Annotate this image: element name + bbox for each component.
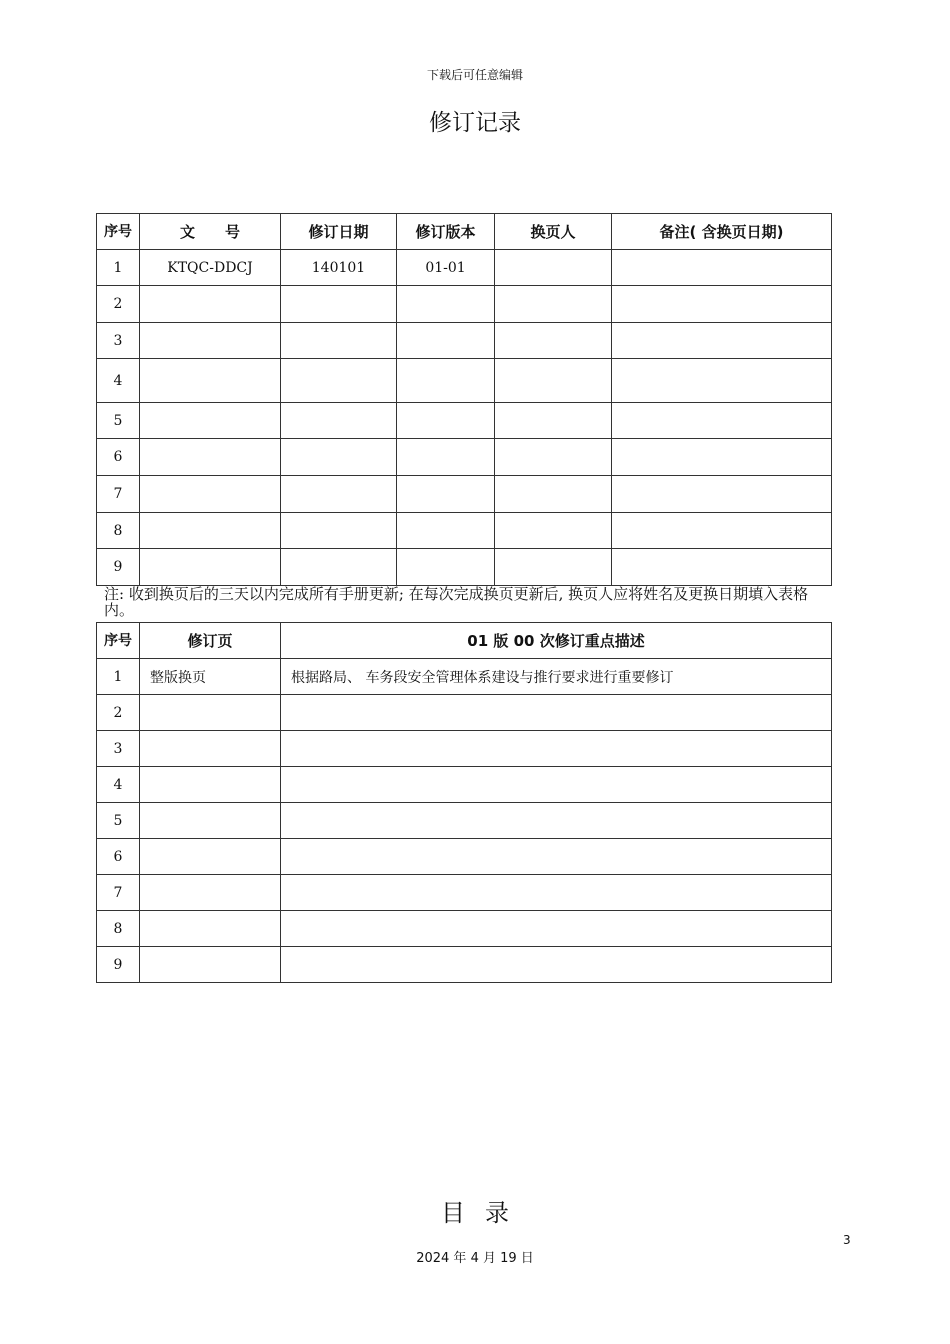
table-row [97, 403, 832, 439]
table-cell [281, 439, 397, 476]
table-cell: 整版换页 [140, 659, 281, 695]
table-cell: 2 [97, 695, 140, 731]
table-cell [281, 947, 832, 983]
table-row [97, 323, 832, 359]
table-cell [281, 323, 397, 359]
table-cell [397, 476, 495, 513]
table-cell [281, 731, 832, 767]
column-header-revision-version: 修订版本 [397, 214, 495, 250]
footer-date: 2024 年 4 月 19 日 [416, 1251, 534, 1266]
table-cell [495, 359, 612, 403]
table-cell [397, 323, 495, 359]
table-cell [397, 359, 495, 403]
column-header-revision-page: 修订页 [140, 623, 281, 659]
table-cell [281, 803, 832, 839]
table-row [97, 476, 832, 513]
table-cell: 3 [97, 323, 140, 359]
table-row [97, 359, 832, 403]
table-cell [495, 476, 612, 513]
table-cell [281, 875, 832, 911]
table-row [97, 250, 832, 286]
table-cell: 9 [97, 947, 140, 983]
column-header-seq: 序号 [97, 214, 140, 250]
table-row [97, 659, 832, 695]
table-cell: 1 [97, 250, 140, 286]
table-cell: 8 [97, 513, 140, 549]
table-row [97, 439, 832, 476]
table-row [97, 549, 832, 586]
table-row [97, 947, 832, 983]
table-cell: 5 [97, 403, 140, 439]
table-cell [140, 947, 281, 983]
table-row [97, 731, 832, 767]
table-cell [495, 286, 612, 323]
table-cell: 140101 [281, 250, 397, 286]
table-row [97, 286, 832, 323]
column-header-revision-date: 修订日期 [281, 214, 397, 250]
table-row [97, 911, 832, 947]
table-row [97, 695, 832, 731]
table-cell [281, 476, 397, 513]
revision-record-table [96, 213, 832, 586]
table-row [97, 839, 832, 875]
table-cell [495, 549, 612, 586]
table-cell [397, 513, 495, 549]
table-row [97, 767, 832, 803]
page-title: 修订记录 [429, 110, 521, 136]
table-cell [495, 439, 612, 476]
table-cell [612, 549, 832, 586]
table-cell: 01-01 [397, 250, 495, 286]
table-cell [495, 403, 612, 439]
table-cell [612, 513, 832, 549]
table-header-row [97, 623, 832, 659]
table-cell: 6 [97, 839, 140, 875]
table-cell [397, 439, 495, 476]
table-cell [140, 731, 281, 767]
table-cell [140, 359, 281, 403]
table-cell [281, 911, 832, 947]
table-row [97, 875, 832, 911]
table-cell: 2 [97, 286, 140, 323]
table-cell [612, 403, 832, 439]
table-cell [612, 439, 832, 476]
table-cell [281, 549, 397, 586]
table-cell: KTQC-DDCJ [140, 250, 281, 286]
table-cell [140, 803, 281, 839]
table-cell [281, 695, 832, 731]
table-cell [397, 403, 495, 439]
page-header: 下载后可任意编辑 [426, 68, 523, 82]
column-header-doc-number: 文 号 [140, 214, 281, 250]
column-header-page-changer: 换页人 [495, 214, 612, 250]
table-cell [281, 286, 397, 323]
table-row [97, 803, 832, 839]
table-cell [140, 549, 281, 586]
page-number: 3 [843, 1233, 851, 1247]
table-cell [281, 359, 397, 403]
table-cell: 7 [97, 476, 140, 513]
note-text: 注: 收到换页后的三天以内完成所有手册更新; 在每次完成换页更新后, 换页人应将姓名及更换日期填入表格内。 [104, 585, 809, 619]
table-cell [281, 839, 832, 875]
table-cell: 1 [97, 659, 140, 695]
table-cell [140, 875, 281, 911]
table-cell [140, 767, 281, 803]
column-header-remarks: 备注( 含换页日期) [612, 214, 832, 250]
table-cell: 9 [97, 549, 140, 586]
table-cell [495, 323, 612, 359]
table-cell [612, 476, 832, 513]
revision-description-table [96, 622, 832, 983]
table-cell: 7 [97, 875, 140, 911]
table-cell [140, 286, 281, 323]
table-cell [612, 359, 832, 403]
table-cell [281, 767, 832, 803]
table-row [97, 513, 832, 549]
table-cell [612, 250, 832, 286]
table-header-row [97, 214, 832, 250]
column-header-seq: 序号 [97, 623, 140, 659]
table-cell [140, 323, 281, 359]
table-cell [495, 513, 612, 549]
table-cell [140, 439, 281, 476]
table-cell: 5 [97, 803, 140, 839]
toc-title: 目录 [441, 1199, 529, 1227]
table-cell [397, 286, 495, 323]
table-cell [612, 286, 832, 323]
table-cell: 3 [97, 731, 140, 767]
table-cell [281, 513, 397, 549]
table-cell: 4 [97, 359, 140, 403]
table-cell: 8 [97, 911, 140, 947]
table-cell: 4 [97, 767, 140, 803]
table-cell [140, 911, 281, 947]
table-cell [612, 323, 832, 359]
table-cell: 6 [97, 439, 140, 476]
table-cell [140, 476, 281, 513]
table-cell [495, 250, 612, 286]
table-cell [140, 695, 281, 731]
table-cell [397, 549, 495, 586]
table-cell [140, 839, 281, 875]
table-cell [140, 403, 281, 439]
column-header-revision-description: 01 版 00 次修订重点描述 [281, 623, 832, 659]
table-cell [140, 513, 281, 549]
table-cell [281, 403, 397, 439]
table-cell: 根据路局、 车务段安全管理体系建设与推行要求进行重要修订 [281, 659, 832, 695]
